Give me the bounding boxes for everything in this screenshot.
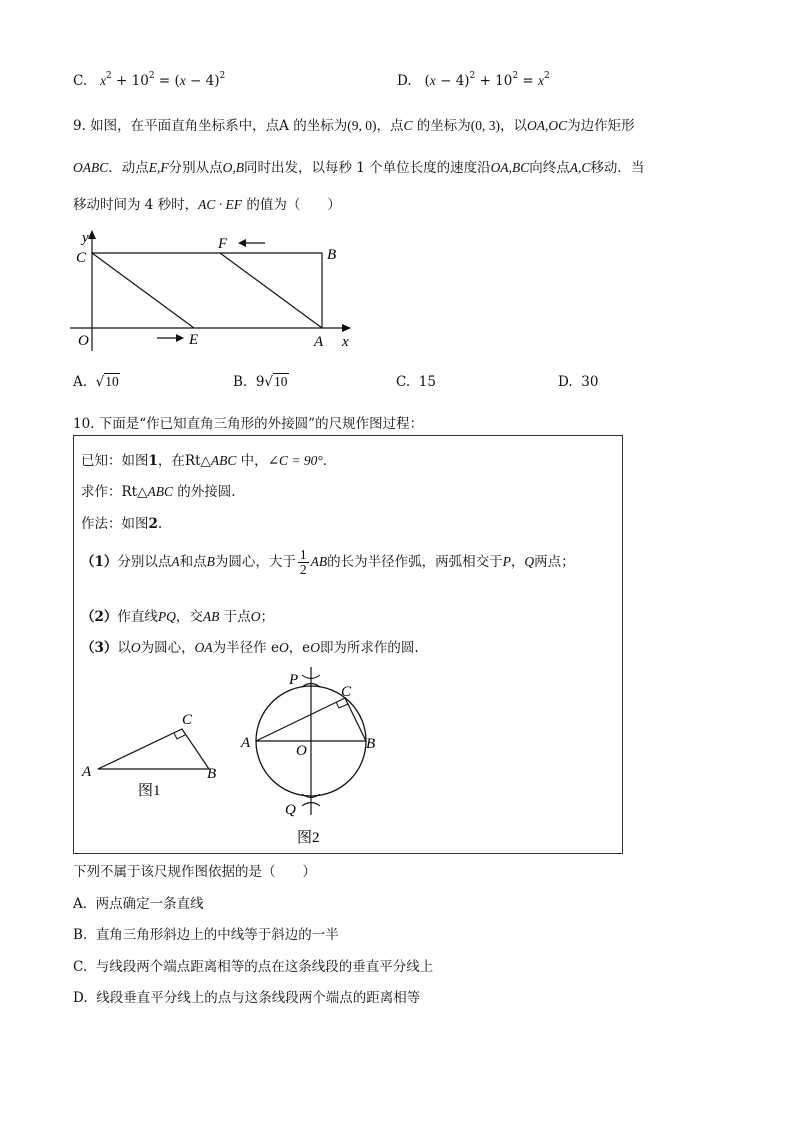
- q10-title: 10. 下面是“作已知直角三角形的外接圆”的尺规作图过程：: [73, 416, 424, 432]
- label-b: B: [327, 247, 337, 263]
- q9-stem-line3: 移动时间为 4 秒时，AC · EF 的值为（ ）: [73, 197, 341, 213]
- q10-figure-2: [232, 665, 392, 850]
- right-angle-mark-icon: [336, 702, 348, 708]
- q10-method: 作法：如图2.: [81, 516, 163, 532]
- q10-option-d[interactable]: D. 线段垂直平分线上的点与这条线段两个端点的距离相等: [73, 990, 421, 1006]
- segment-fa: [220, 253, 322, 328]
- x-axis-arrow-icon: [342, 324, 351, 332]
- q10-step1: （1）分别以点A和点B为圆心，大于 $\frac{1}{2}$ AB的长为半径作弧，两弧相交于P，Q两点；: [81, 547, 575, 577]
- label-o: O: [78, 333, 89, 349]
- fig1-caption: 图1: [138, 783, 161, 799]
- q10-option-b[interactable]: B. 直角三角形斜边上的中线等于斜边的一半: [73, 927, 339, 943]
- q10-known: 已知：如图1，在Rt△ABC 中，∠C = 90°．: [81, 453, 337, 469]
- q10-question: 下列不属于该尺规作图依据的是（ ）: [73, 864, 316, 880]
- fig2-label-a: A: [241, 735, 251, 751]
- q10-option-c[interactable]: C. 与线段两个端点距离相等的点在这条线段的垂直平分线上: [73, 959, 434, 975]
- q10-step2: （2）作直线PQ，交AB 于点O；: [81, 609, 274, 625]
- label-e: E: [189, 332, 199, 348]
- q8-option-d[interactable]: D. $(x - 4)^2 + 10^2 = x^2$: [397, 71, 550, 89]
- label-c: C: [76, 250, 87, 266]
- triangle-abc: [98, 729, 209, 769]
- q9-stem-line2: OABC．动点E,F分别从点O,B同时出发，以每秒 1 个单位长度的速度沿OA,BC向终点A,C移动．当: [73, 160, 645, 176]
- fig1-label-c: C: [182, 712, 193, 728]
- q9-rectangle-figure: [70, 226, 360, 351]
- label-x: x: [342, 334, 349, 350]
- q10-option-a[interactable]: A. 两点确定一条直线: [73, 896, 204, 912]
- q9-option-a[interactable]: A. √10: [73, 374, 119, 390]
- fig1-label-b: B: [207, 766, 217, 782]
- fig2-label-c: C: [341, 684, 352, 700]
- segment-ce: [92, 253, 194, 328]
- y-axis-arrow-icon: [88, 230, 96, 239]
- rectangle-oabc: [92, 253, 322, 328]
- fig2-label-o: O: [296, 743, 307, 759]
- fig2-label-p: P: [289, 672, 299, 688]
- q9-option-b[interactable]: B. 9√10: [233, 374, 288, 390]
- q10-figure-1: [78, 706, 228, 801]
- fraction-one-half: $\frac{1}{2}$: [299, 547, 307, 577]
- fig2-label-q: Q: [285, 802, 296, 818]
- q9-option-c[interactable]: C. 15: [396, 374, 436, 390]
- q9-stem-line1: 9. 如图，在平面直角坐标系中，点A 的坐标为(9, 0)，点C 的坐标为(0, 3)，以OA,OC为边作矩形: [73, 118, 635, 134]
- right-angle-mark-icon: [174, 733, 185, 739]
- fig1-label-a: A: [82, 764, 92, 780]
- label-a: A: [314, 334, 324, 350]
- fig2-label-b: B: [366, 736, 376, 752]
- q8-option-c[interactable]: C. $x^2 + 10^2 = (x - 4)^2$: [73, 71, 226, 89]
- q9-option-d[interactable]: D. 30: [558, 374, 599, 390]
- label-y: y: [82, 230, 89, 246]
- fig2-caption: 图2: [297, 830, 320, 846]
- q10-ask: 求作：Rt△ABC 的外接圆.: [81, 484, 236, 500]
- label-f: F: [218, 236, 228, 252]
- q10-step3: （3）以O为圆心，OA为半径作 eO，eO即为所求作的圆.: [81, 640, 419, 656]
